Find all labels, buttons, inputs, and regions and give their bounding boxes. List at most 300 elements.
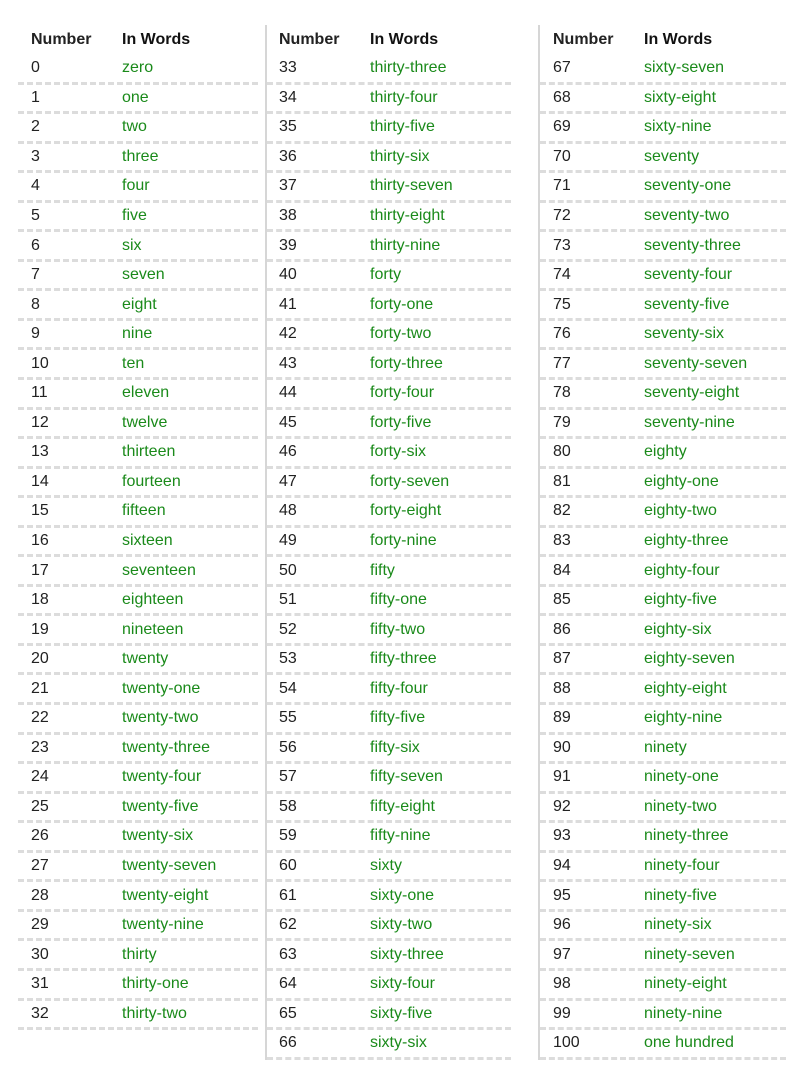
table-row	[18, 882, 258, 912]
words-cell: sixty-five	[370, 1004, 433, 1022]
number-cell: 60	[279, 857, 297, 875]
words-cell: sixty-nine	[644, 118, 712, 136]
table-row	[267, 735, 511, 765]
number-cell: 31	[31, 975, 49, 993]
words-cell: forty-five	[370, 413, 432, 431]
words-cell: fifty-seven	[370, 768, 443, 786]
number-cell: 36	[279, 147, 297, 165]
words-cell: forty-seven	[370, 472, 450, 490]
words-cell: eighteen	[122, 591, 184, 609]
number-cell: 41	[279, 295, 297, 313]
words-cell: seventy-nine	[644, 413, 735, 431]
number-cell: 83	[553, 532, 571, 550]
table-row	[267, 823, 511, 853]
table-row	[18, 646, 258, 676]
number-cell: 34	[279, 88, 297, 106]
words-cell: eighty-one	[644, 472, 719, 490]
table-row	[267, 350, 511, 380]
table-row	[267, 764, 511, 794]
words-cell: ninety-nine	[644, 1004, 723, 1022]
words-cell: two	[122, 118, 147, 136]
words-cell: thirty-nine	[370, 236, 441, 254]
words-cell: seventy	[644, 147, 700, 165]
table-row	[18, 439, 258, 469]
table-row	[267, 705, 511, 735]
number-cell: 72	[553, 207, 571, 224]
words-cell: ten	[122, 354, 145, 372]
number-cell: 30	[31, 945, 49, 963]
table-row	[267, 291, 511, 321]
number-cell: 13	[31, 443, 49, 461]
number-cell: 27	[31, 857, 49, 875]
words-cell: ninety-five	[644, 886, 717, 904]
number-cell: 55	[279, 709, 297, 727]
number-cell: 80	[553, 443, 571, 461]
number-cell: 84	[553, 561, 571, 579]
words-cell: seven	[122, 266, 165, 284]
number-cell: 2	[31, 118, 40, 136]
words-cell: seventy-four	[644, 266, 733, 284]
table-row	[267, 262, 511, 292]
table-row	[18, 203, 258, 233]
words-cell: eighty-four	[644, 561, 720, 579]
number-cell: 5	[31, 207, 40, 224]
words-cell: forty-nine	[370, 532, 437, 550]
table-row	[267, 1001, 511, 1031]
words-cell: eight	[122, 295, 157, 313]
number-cell: 12	[31, 413, 49, 431]
table-row	[540, 675, 786, 705]
table-row	[18, 498, 258, 528]
table-row	[540, 380, 786, 410]
number-cell: 46	[279, 443, 297, 461]
table-row	[540, 291, 786, 321]
number-cell: 0	[31, 59, 40, 77]
table-row	[18, 764, 258, 794]
words-cell: twenty-six	[122, 827, 194, 845]
table-row	[267, 675, 511, 705]
header-number: Number	[279, 31, 340, 48]
number-cell: 99	[553, 1004, 571, 1022]
table-row	[18, 321, 258, 351]
table-row	[267, 971, 511, 1001]
number-cell: 16	[31, 532, 49, 550]
number-cell: 51	[279, 591, 297, 609]
number-cell: 78	[553, 384, 571, 402]
words-cell: ninety-three	[644, 827, 729, 845]
words-cell: fifty-five	[370, 709, 426, 727]
number-cell: 11	[31, 384, 48, 402]
table-row	[18, 85, 258, 115]
words-cell: thirty-six	[370, 147, 430, 165]
table-row	[18, 1001, 258, 1031]
number-cell: 4	[31, 177, 40, 195]
table-header	[540, 25, 786, 55]
words-cell: sixty-six	[370, 1034, 427, 1052]
number-cell: 75	[553, 295, 571, 313]
table-row	[18, 114, 258, 144]
words-cell: twenty	[122, 650, 169, 668]
number-cell: 44	[279, 384, 297, 402]
table-row	[18, 55, 258, 85]
number-cell: 88	[553, 679, 571, 697]
words-cell: eighty-six	[644, 620, 712, 638]
number-cell: 89	[553, 709, 571, 727]
number-cell: 90	[553, 738, 571, 756]
words-cell: seventy-seven	[644, 354, 748, 372]
table-row	[540, 232, 786, 262]
words-cell: seventy-six	[644, 325, 725, 343]
number-cell: 32	[31, 1004, 49, 1022]
number-cell: 49	[279, 532, 297, 550]
number-cell: 48	[279, 502, 297, 520]
words-cell: forty	[370, 266, 402, 284]
table-row	[18, 616, 258, 646]
words-cell: thirty-one	[122, 975, 189, 993]
header-in-words: In Words	[370, 31, 439, 48]
words-cell: thirty-four	[370, 88, 438, 106]
number-cell: 26	[31, 827, 49, 845]
number-cell: 47	[279, 472, 297, 490]
table-row	[18, 350, 258, 380]
words-cell: six	[122, 236, 142, 254]
words-cell: one hundred	[644, 1034, 734, 1052]
table-row	[267, 439, 511, 469]
words-cell: seventy-three	[644, 236, 741, 254]
table-row	[267, 232, 511, 262]
words-cell: sixty-two	[370, 916, 433, 934]
words-cell: ninety-six	[644, 916, 712, 934]
number-cell: 95	[553, 886, 571, 904]
number-cell: 18	[31, 591, 49, 609]
words-cell: seventy-one	[644, 177, 732, 195]
table-row	[267, 321, 511, 351]
table-row	[267, 528, 511, 558]
words-cell: three	[122, 147, 159, 165]
words-cell: twenty-two	[122, 709, 199, 727]
words-cell: forty-six	[370, 443, 426, 461]
number-cell: 20	[31, 650, 49, 668]
table-row	[267, 941, 511, 971]
number-cell: 42	[279, 325, 297, 343]
table-row	[540, 498, 786, 528]
number-cell: 86	[553, 620, 571, 638]
number-cell: 68	[553, 88, 571, 106]
words-cell: sixty-seven	[644, 59, 725, 77]
number-cell: 81	[553, 472, 571, 490]
number-cell: 94	[553, 857, 571, 875]
number-cell: 100	[553, 1034, 580, 1052]
number-cell: 58	[279, 797, 297, 815]
table-row	[540, 764, 786, 794]
number-cell: 33	[279, 59, 297, 77]
words-cell: ninety-seven	[644, 945, 735, 963]
words-cell: twenty-four	[122, 768, 202, 786]
words-cell: fifty-four	[370, 679, 428, 697]
table-row	[267, 55, 511, 85]
words-cell: fifty-eight	[370, 797, 435, 815]
words-cell: sixty-four	[370, 975, 435, 993]
table-row	[540, 114, 786, 144]
table-row	[18, 853, 258, 883]
table-row	[267, 144, 511, 174]
words-cell: thirty-seven	[370, 177, 453, 195]
number-cell: 10	[31, 354, 49, 372]
number-cell: 97	[553, 945, 571, 963]
words-cell: twenty-five	[122, 797, 199, 815]
header-in-words: In Words	[122, 31, 191, 48]
number-cell: 71	[553, 177, 571, 195]
words-cell: fifty-six	[370, 738, 420, 756]
table-row	[18, 291, 258, 321]
number-cell: 43	[279, 354, 297, 372]
number-cell: 62	[279, 916, 297, 934]
table-row	[18, 380, 258, 410]
number-cell: 74	[553, 266, 571, 284]
words-cell: forty-three	[370, 354, 443, 372]
words-cell: four	[122, 177, 150, 195]
words-cell: ninety-two	[644, 797, 717, 815]
table-row	[540, 469, 786, 499]
table-row	[267, 794, 511, 824]
table-row	[267, 498, 511, 528]
table-row	[267, 587, 511, 617]
number-cell: 85	[553, 591, 571, 609]
words-cell: twenty-seven	[122, 857, 217, 875]
number-cell: 56	[279, 738, 297, 756]
table-row	[18, 410, 258, 440]
table-row	[540, 912, 786, 942]
table-header	[267, 25, 511, 55]
number-cell: 40	[279, 266, 297, 284]
number-cell: 67	[553, 59, 571, 77]
words-cell: sixty	[370, 857, 402, 875]
table-row	[18, 735, 258, 765]
words-cell: sixteen	[122, 532, 173, 550]
words-cell: eighty-nine	[644, 709, 723, 727]
words-cell: eighty-two	[644, 502, 717, 520]
table-row	[267, 380, 511, 410]
table-column-3	[538, 25, 786, 1060]
words-cell: eighty-five	[644, 591, 717, 609]
number-cell: 61	[279, 886, 297, 904]
table-column-1	[18, 25, 258, 1030]
number-cell: 38	[279, 207, 297, 224]
number-cell: 7	[31, 266, 40, 284]
words-cell: thirteen	[122, 443, 176, 461]
table-row	[267, 410, 511, 440]
words-cell: zero	[122, 59, 154, 77]
number-cell: 19	[31, 620, 49, 638]
number-cell: 98	[553, 975, 571, 993]
table-row	[18, 557, 258, 587]
table-row	[267, 646, 511, 676]
words-cell: nineteen	[122, 620, 184, 638]
table-row	[267, 469, 511, 499]
words-cell: twenty-three	[122, 738, 211, 756]
table-row	[267, 616, 511, 646]
table-row	[18, 173, 258, 203]
table-row	[18, 262, 258, 292]
number-cell: 23	[31, 738, 49, 756]
number-cell: 25	[31, 797, 49, 815]
words-cell: thirty	[122, 945, 157, 963]
words-cell: thirty-five	[370, 118, 435, 136]
words-cell: seventy-eight	[644, 384, 740, 402]
table-row	[18, 232, 258, 262]
number-cell: 63	[279, 945, 297, 963]
words-cell: fifty-three	[370, 650, 437, 668]
number-cell: 93	[553, 827, 571, 845]
number-cell: 50	[279, 561, 297, 579]
table-row	[540, 173, 786, 203]
words-cell: twenty-one	[122, 679, 201, 697]
table-row	[540, 705, 786, 735]
table-row	[540, 941, 786, 971]
number-cell: 8	[31, 295, 40, 313]
number-cell: 66	[279, 1034, 297, 1052]
table-row	[540, 144, 786, 174]
words-cell: one	[122, 88, 149, 106]
table-column-2	[265, 25, 511, 1060]
number-cell: 53	[279, 650, 297, 668]
table-row	[540, 55, 786, 85]
number-cell: 22	[31, 709, 49, 727]
table-row	[18, 675, 258, 705]
table-row	[540, 587, 786, 617]
table-row	[540, 410, 786, 440]
table-row	[540, 350, 786, 380]
number-cell: 54	[279, 679, 297, 697]
words-cell: fifteen	[122, 502, 166, 520]
table-row	[18, 705, 258, 735]
number-cell: 45	[279, 413, 297, 431]
table-row	[18, 144, 258, 174]
words-cell: eleven	[122, 384, 170, 402]
number-cell: 73	[553, 236, 571, 254]
words-cell: forty-two	[370, 325, 432, 343]
number-cell: 91	[553, 768, 571, 786]
number-cell: 70	[553, 147, 571, 165]
table-row	[18, 971, 258, 1001]
words-cell: sixty-one	[370, 886, 435, 904]
number-cell: 59	[279, 827, 297, 845]
number-cell: 57	[279, 768, 297, 786]
words-cell: forty-eight	[370, 502, 442, 520]
table-row	[267, 853, 511, 883]
table-row	[540, 971, 786, 1001]
words-cell: nine	[122, 325, 153, 343]
table-row	[540, 85, 786, 115]
table-row	[540, 735, 786, 765]
table-row	[540, 823, 786, 853]
words-cell: fifty	[370, 561, 395, 579]
table-header	[18, 25, 258, 55]
words-cell: forty-one	[370, 295, 434, 313]
table-row	[18, 469, 258, 499]
words-cell: sixty-eight	[644, 88, 717, 106]
words-cell: thirty-eight	[370, 207, 445, 224]
words-cell: thirty-two	[122, 1004, 187, 1022]
number-cell: 64	[279, 975, 297, 993]
number-cell: 17	[31, 561, 49, 579]
table-row	[267, 557, 511, 587]
number-cell: 35	[279, 118, 297, 136]
words-cell: five	[122, 207, 147, 224]
words-cell: ninety-eight	[644, 975, 727, 993]
number-cell: 14	[31, 472, 49, 490]
table-row	[540, 616, 786, 646]
words-cell: eighty	[644, 443, 687, 461]
words-cell: ninety-four	[644, 857, 720, 875]
words-cell: eighty-three	[644, 532, 729, 550]
table-row	[540, 528, 786, 558]
words-cell: sixty-three	[370, 945, 444, 963]
table-row	[267, 203, 511, 233]
number-cell: 77	[553, 354, 571, 372]
number-cell: 65	[279, 1004, 297, 1022]
table-row	[540, 203, 786, 233]
table-row	[540, 853, 786, 883]
number-cell: 92	[553, 797, 571, 815]
words-cell: ninety-one	[644, 768, 719, 786]
table-row	[540, 1030, 786, 1060]
table-row	[18, 587, 258, 617]
table-row	[18, 794, 258, 824]
number-cell: 1	[31, 88, 40, 106]
table-row	[267, 114, 511, 144]
number-cell: 6	[31, 236, 40, 254]
table-row	[18, 528, 258, 558]
words-cell: forty-four	[370, 384, 435, 402]
number-cell: 87	[553, 650, 571, 668]
header-in-words: In Words	[644, 31, 713, 48]
number-cell: 3	[31, 147, 40, 165]
table-row	[540, 794, 786, 824]
table-row	[540, 262, 786, 292]
number-cell: 15	[31, 502, 49, 520]
number-cell: 24	[31, 768, 49, 786]
words-cell: fourteen	[122, 472, 181, 490]
table-row	[18, 941, 258, 971]
table-row	[267, 882, 511, 912]
words-cell: twenty-nine	[122, 916, 204, 934]
words-cell: fifty-two	[370, 620, 426, 638]
words-cell: seventeen	[122, 561, 196, 579]
table-row	[540, 646, 786, 676]
number-cell: 39	[279, 236, 297, 254]
words-cell: eighty-seven	[644, 650, 735, 668]
words-cell: thirty-three	[370, 59, 447, 77]
words-cell: seventy-two	[644, 207, 730, 224]
table-row	[540, 557, 786, 587]
number-cell: 37	[279, 177, 297, 195]
table-row	[540, 882, 786, 912]
table-row	[540, 439, 786, 469]
number-cell: 52	[279, 620, 297, 638]
table-row	[18, 912, 258, 942]
table-row	[267, 173, 511, 203]
words-cell: seventy-five	[644, 295, 730, 313]
words-cell: ninety	[644, 738, 687, 756]
number-cell: 79	[553, 413, 571, 431]
header-number: Number	[31, 31, 92, 48]
number-cell: 69	[553, 118, 571, 136]
table-row	[18, 823, 258, 853]
words-cell: twenty-eight	[122, 886, 209, 904]
header-number: Number	[553, 31, 614, 48]
table-row	[540, 1001, 786, 1031]
